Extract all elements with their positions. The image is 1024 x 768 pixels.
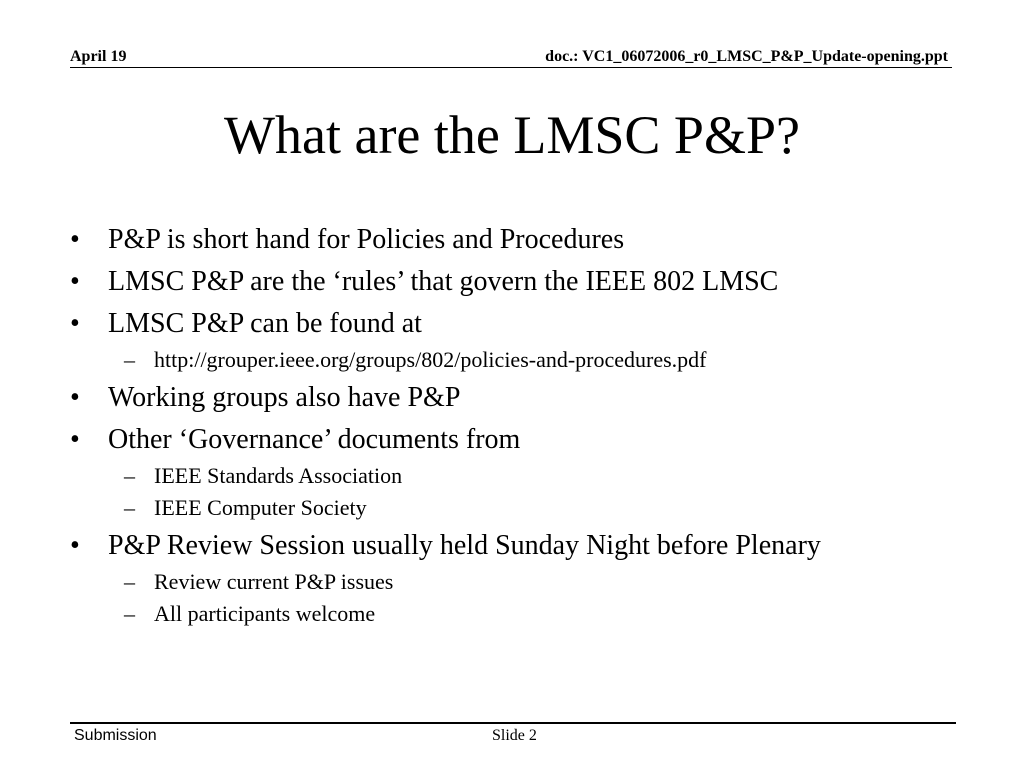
sub-bullet-item [70, 569, 950, 595]
bullet-marker: • [70, 224, 80, 255]
bullet-marker: • [70, 530, 80, 561]
bullet-item [70, 424, 950, 455]
sub-bullet-text: All participants welcome [154, 601, 376, 626]
footer-slide-number: Slide 2 [492, 727, 537, 744]
sub-bullet-dash: – [124, 463, 135, 488]
sub-bullet-item [70, 495, 950, 521]
header-doc-name: doc.: VC1_06072006_r0_LMSC_P&P_Update-opening.ppt [545, 48, 948, 65]
sub-bullet-dash: – [124, 347, 135, 372]
bullet-text: Other ‘Governance’ documents from [108, 424, 521, 455]
bullet-marker: • [70, 424, 80, 455]
bullet-marker: • [70, 266, 80, 297]
sub-bullet-text: IEEE Standards Association [154, 463, 403, 488]
bullet-item [70, 308, 950, 339]
sub-bullet-item [70, 463, 950, 489]
bullet-text: P&P is short hand for Policies and Procedures [108, 224, 625, 255]
bullet-text: Working groups also have P&P [108, 382, 461, 413]
footer-submission-label: Submission [74, 727, 157, 744]
bullet-item [70, 382, 950, 413]
sub-bullet-dash: – [124, 601, 135, 626]
sub-bullet-text: IEEE Computer Society [154, 495, 367, 520]
sub-bullet-item [70, 601, 950, 627]
bullet-text: LMSC P&P are the ‘rules’ that govern the IEEE 802 LMSC [108, 266, 779, 297]
sub-bullet-text: http://grouper.ieee.org/groups/802/policies-and-procedures.pdf [154, 347, 707, 372]
bullet-text: LMSC P&P can be found at [108, 308, 422, 339]
header-rule [70, 67, 952, 68]
bullet-marker: • [70, 382, 80, 413]
bullet-text: P&P Review Session usually held Sunday Night before Plenary [108, 530, 821, 561]
bullet-item [70, 530, 950, 561]
sub-bullet-dash: – [124, 569, 135, 594]
slide-title: What are the LMSC P&P? [224, 105, 800, 165]
bullet-item [70, 266, 950, 297]
header-date: April 19 [70, 48, 127, 65]
bullet-item [70, 224, 950, 255]
sub-bullet-text: Review current P&P issues [154, 569, 394, 594]
bullet-marker: • [70, 308, 80, 339]
sub-bullet-dash: – [124, 495, 135, 520]
sub-bullet-item [70, 347, 950, 373]
bullet-list [70, 224, 950, 636]
footer-rule [70, 722, 956, 724]
